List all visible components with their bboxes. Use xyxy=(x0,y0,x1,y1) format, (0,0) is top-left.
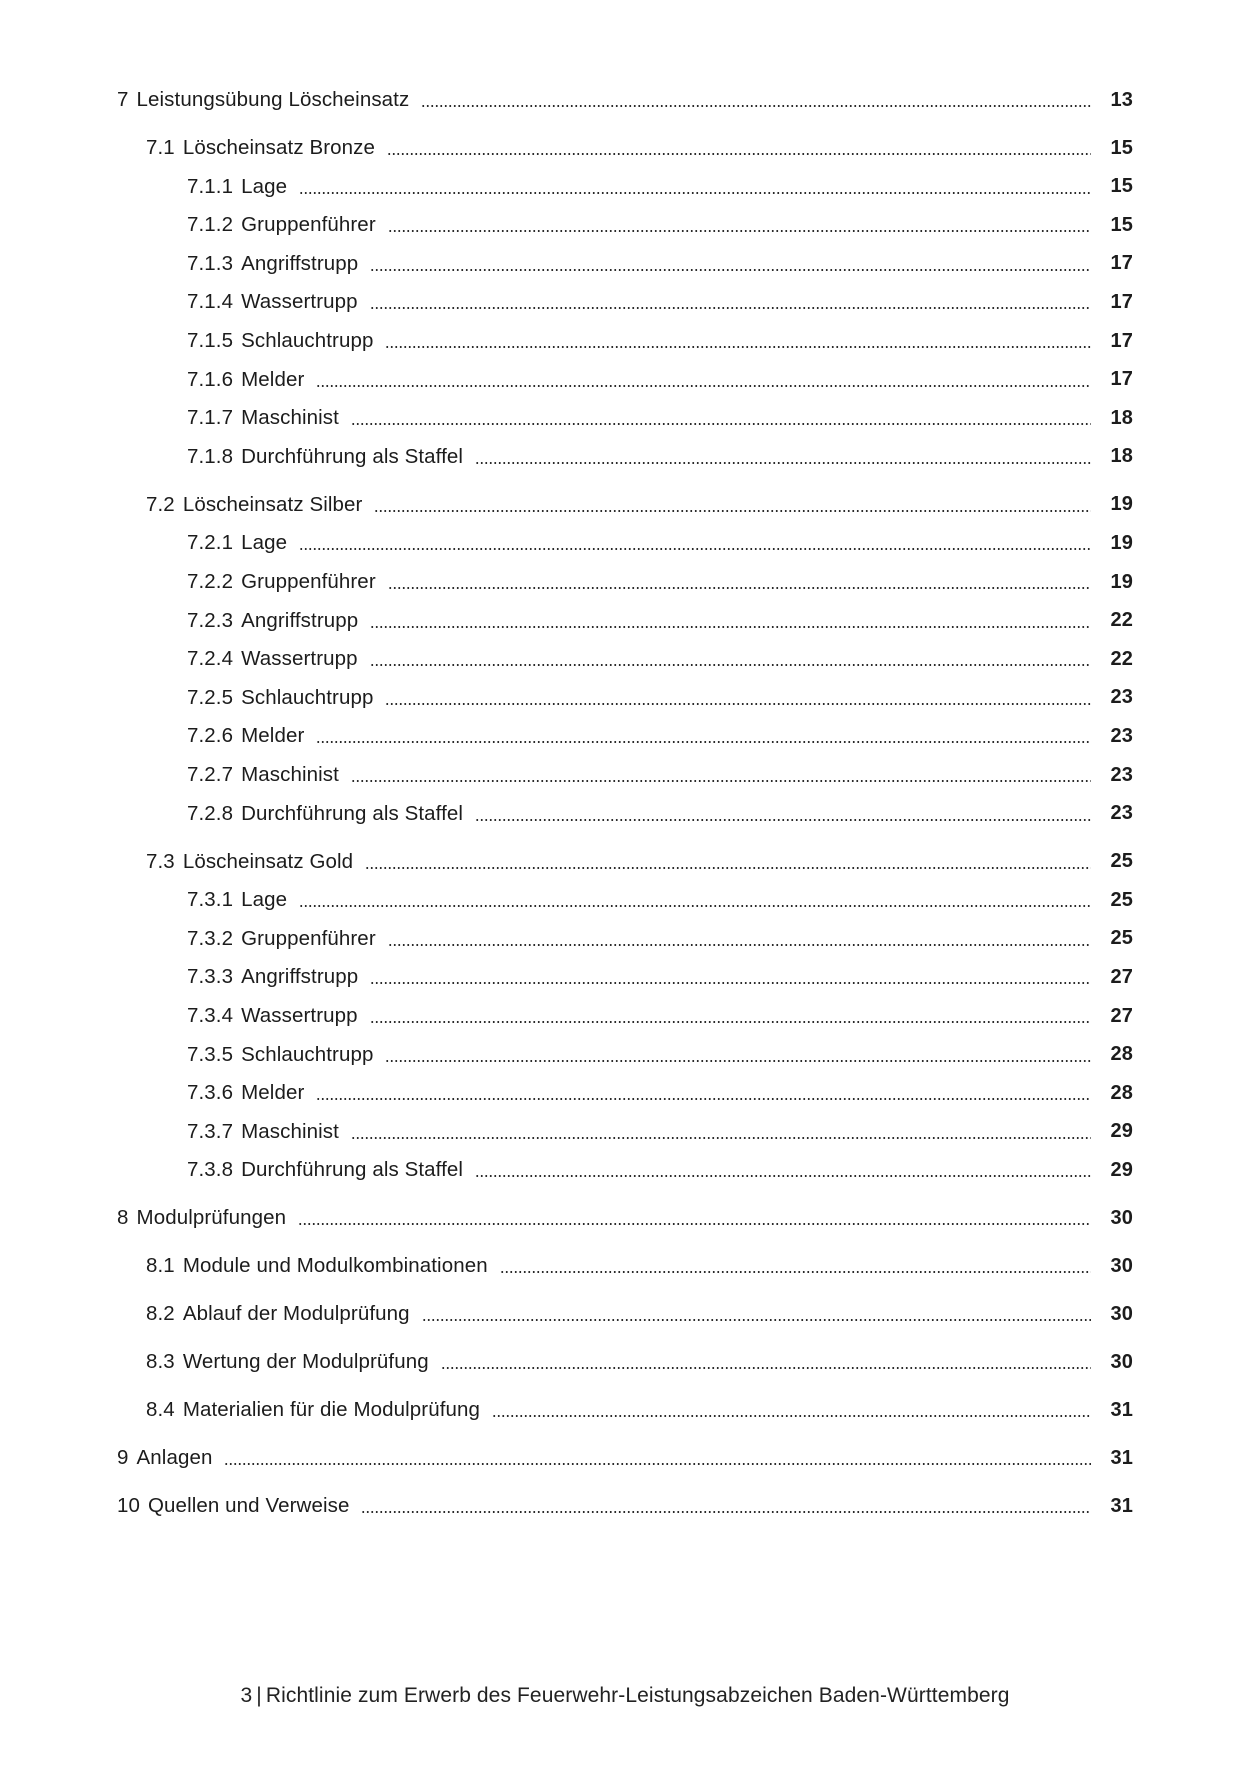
toc-entry-page: 18 xyxy=(1110,406,1133,429)
toc-entry-title: Durchführung als Staffel xyxy=(241,1158,464,1182)
dot-leader xyxy=(351,1117,1091,1147)
toc-entry[interactable] xyxy=(187,885,1133,915)
toc-entry-page: 23 xyxy=(1110,802,1133,825)
toc-entry-number: 8.4 xyxy=(146,1398,175,1422)
toc-entry[interactable] xyxy=(146,1395,1133,1425)
toc-entry-page: 15 xyxy=(1110,136,1133,159)
dot-leader xyxy=(388,924,1091,954)
dot-leader xyxy=(370,287,1091,317)
dot-leader xyxy=(388,567,1091,597)
toc-entry-title: Wassertrupp xyxy=(241,647,358,671)
toc-entry-title: Wassertrupp xyxy=(241,1004,358,1027)
toc-entry-page: 18 xyxy=(1110,445,1133,468)
dot-leader xyxy=(299,885,1091,915)
dot-leader xyxy=(500,1251,1091,1281)
toc-entry-title: Wertung der Modulprüfung xyxy=(182,1350,429,1374)
toc-entry[interactable] xyxy=(187,1040,1133,1070)
toc-entry-page: 22 xyxy=(1110,647,1133,670)
toc-entry-page: 25 xyxy=(1110,888,1133,911)
toc-entry-number: 7.3.4 xyxy=(187,1004,234,1027)
dot-leader xyxy=(316,1078,1091,1108)
toc-entry-page: 28 xyxy=(1110,1043,1133,1066)
toc-entry-title: Leistungsübung Löscheinsatz xyxy=(136,88,410,111)
dot-leader xyxy=(351,760,1091,790)
toc-entry-number: 7.2 xyxy=(146,492,175,516)
toc-entry-number: 10 xyxy=(117,1494,141,1518)
dot-leader xyxy=(374,490,1091,520)
toc-entry-title: Quellen und Verweise xyxy=(148,1494,350,1518)
toc-entry[interactable] xyxy=(187,683,1133,713)
dot-leader xyxy=(475,1155,1091,1185)
dot-leader xyxy=(475,442,1091,472)
toc-entry-title: Module und Modulkombinationen xyxy=(182,1254,488,1278)
toc-entry-title: Maschinist xyxy=(241,763,339,786)
toc-entry[interactable] xyxy=(187,721,1133,751)
toc-entry-title: Angriffstrupp xyxy=(241,608,359,632)
toc-entry[interactable] xyxy=(146,1347,1133,1377)
toc-entry-title: Melder xyxy=(241,1081,305,1105)
dot-leader xyxy=(370,644,1091,674)
toc-entry-page: 15 xyxy=(1110,213,1133,236)
toc-entry-page: 23 xyxy=(1110,763,1133,786)
toc-entry-page: 25 xyxy=(1110,850,1133,873)
dot-leader xyxy=(361,1491,1091,1521)
toc-entry-page: 17 xyxy=(1110,368,1133,391)
toc-entry-page: 17 xyxy=(1110,329,1133,352)
toc-entry-number: 7.2.3 xyxy=(187,608,234,632)
toc-entry-number: 7.3.6 xyxy=(187,1081,234,1105)
toc-entry-title: Löscheinsatz Gold xyxy=(182,849,354,873)
toc-entry[interactable] xyxy=(187,528,1133,558)
dot-leader xyxy=(387,133,1091,163)
toc-entry-number: 7.3.7 xyxy=(187,1119,234,1143)
dot-leader xyxy=(299,172,1091,202)
toc-entry[interactable] xyxy=(187,1001,1133,1031)
toc-entry[interactable] xyxy=(146,1299,1133,1329)
toc-entry-number: 7.1.2 xyxy=(187,213,234,237)
toc-entry-number: 7.2.8 xyxy=(187,801,234,825)
toc-entry-title: Lage xyxy=(241,174,288,198)
toc-entry[interactable] xyxy=(187,326,1133,356)
toc-entry-title: Gruppenführer xyxy=(241,570,376,593)
toc-entry-page: 25 xyxy=(1110,927,1133,950)
dot-leader xyxy=(422,1299,1091,1329)
toc-entry[interactable] xyxy=(187,1155,1133,1185)
toc-entry-title: Durchführung als Staffel xyxy=(241,444,464,468)
toc-entry-number: 7.1 xyxy=(146,136,175,159)
toc-entry-title: Schlauchtrupp xyxy=(241,329,374,352)
toc-entry-number: 8.1 xyxy=(146,1254,175,1278)
toc-entry-page: 30 xyxy=(1110,1350,1133,1373)
toc-entry-page: 30 xyxy=(1110,1254,1133,1277)
toc-entry-page: 19 xyxy=(1110,531,1133,554)
toc-entry-page: 31 xyxy=(1110,1494,1133,1517)
toc-entry-number: 7.3.2 xyxy=(187,926,234,950)
toc-entry-title: Gruppenführer xyxy=(241,213,376,237)
toc-entry-page: 17 xyxy=(1110,252,1133,275)
dot-leader xyxy=(385,683,1091,713)
dot-leader xyxy=(441,1347,1091,1377)
toc-entry-title: Anlagen xyxy=(136,1446,213,1470)
footer-page-number: 3 xyxy=(240,1684,253,1707)
toc-entry-page: 15 xyxy=(1110,175,1133,198)
toc-entry-number: 7.3.1 xyxy=(187,888,234,912)
toc-entry-page: 22 xyxy=(1110,609,1133,632)
toc-entry[interactable] xyxy=(146,490,1133,520)
toc-entry-title: Maschinist xyxy=(241,406,339,430)
toc-entry-title: Schlauchtrupp xyxy=(241,685,374,709)
toc-entry-page: 23 xyxy=(1110,686,1133,709)
toc-entry-number: 7.1.1 xyxy=(187,174,234,198)
toc-entry-number: 7.3.3 xyxy=(187,965,234,989)
dot-leader xyxy=(421,85,1091,115)
toc-entry-title: Löscheinsatz Silber xyxy=(182,492,363,516)
toc-entry-number: 7.2.7 xyxy=(187,763,234,786)
toc-entry[interactable] xyxy=(187,962,1133,992)
dot-leader xyxy=(370,249,1091,279)
toc-entry-page: 13 xyxy=(1110,88,1133,111)
toc-entry[interactable] xyxy=(187,210,1133,240)
toc-entry-title: Durchführung als Staffel xyxy=(241,801,464,825)
toc-entry-number: 7.1.6 xyxy=(187,367,234,391)
toc-entry-number: 7.3.8 xyxy=(187,1158,234,1182)
toc-entry-page: 30 xyxy=(1110,1302,1133,1325)
toc-entry-number: 8.3 xyxy=(146,1350,175,1374)
toc-entry-title: Löscheinsatz Bronze xyxy=(182,136,376,159)
toc-entry-number: 7.1.4 xyxy=(187,290,234,314)
dot-leader xyxy=(370,962,1091,992)
toc-entry[interactable] xyxy=(187,287,1133,317)
dot-leader xyxy=(475,799,1091,829)
toc-entry-page: 29 xyxy=(1110,1120,1133,1143)
toc-entry-page: 19 xyxy=(1110,493,1133,516)
toc-entry[interactable] xyxy=(187,403,1133,433)
toc-entry-number: 7.2.5 xyxy=(187,685,234,709)
toc-entry[interactable] xyxy=(187,924,1133,954)
toc-entry-title: Angriffstrupp xyxy=(241,251,359,275)
dot-leader xyxy=(385,1040,1091,1070)
toc-entry-number: 7.2.4 xyxy=(187,647,234,671)
footer-separator: | xyxy=(256,1684,262,1707)
toc-entry[interactable] xyxy=(187,249,1133,279)
toc-entry-title: Melder xyxy=(241,724,305,748)
toc-entry-title: Lage xyxy=(241,531,288,555)
toc-entry-number: 9 xyxy=(117,1446,129,1470)
toc-entry-title: Maschinist xyxy=(241,1119,339,1143)
toc-entry[interactable] xyxy=(187,1117,1133,1147)
dot-leader xyxy=(388,210,1091,240)
toc-entry-number: 7.1.3 xyxy=(187,251,234,275)
toc-entry[interactable] xyxy=(117,85,1133,115)
toc-entry-page: 19 xyxy=(1110,570,1133,593)
dot-leader xyxy=(299,528,1091,558)
toc-entry[interactable] xyxy=(146,847,1133,877)
toc-entry[interactable] xyxy=(146,1251,1133,1281)
dot-leader xyxy=(365,847,1091,877)
toc-entry-number: 7.3.5 xyxy=(187,1042,234,1066)
dot-leader xyxy=(316,721,1091,751)
dot-leader xyxy=(224,1443,1091,1473)
toc-entry[interactable] xyxy=(187,644,1133,674)
dot-leader xyxy=(351,403,1091,433)
toc-entry-title: Wassertrupp xyxy=(241,290,358,314)
dot-leader xyxy=(370,606,1091,636)
toc-entry-title: Ablauf der Modulprüfung xyxy=(182,1302,410,1326)
toc-entry-number: 7.1.7 xyxy=(187,406,234,430)
toc-entry-number: 8 xyxy=(117,1206,129,1230)
dot-leader xyxy=(298,1203,1091,1233)
toc-entry[interactable] xyxy=(187,365,1133,395)
toc-entry-number: 8.2 xyxy=(146,1302,175,1326)
toc-entry-title: Materialien für die Modulprüfung xyxy=(182,1398,481,1422)
toc-entry-number: 7.2.2 xyxy=(187,570,234,593)
toc-entry-number: 7.2.6 xyxy=(187,724,234,748)
toc-entry-page: 27 xyxy=(1110,1004,1133,1027)
toc-entry[interactable] xyxy=(117,1491,1133,1521)
dot-leader xyxy=(370,1001,1091,1031)
toc-entry[interactable] xyxy=(117,1203,1133,1233)
toc-entry-number: 7.1.5 xyxy=(187,329,234,352)
toc-entry-number: 7.1.8 xyxy=(187,444,234,468)
toc-entry[interactable] xyxy=(187,799,1133,829)
toc-entry-page: 29 xyxy=(1110,1158,1133,1181)
toc-entry-title: Schlauchtrupp xyxy=(241,1042,374,1066)
toc-entry-title: Melder xyxy=(241,367,305,391)
footer-document-title: Richtlinie zum Erwerb des Feuerwehr-Leistungsabzeichen Baden-Württemberg xyxy=(265,1684,1010,1707)
toc-entry-page: 28 xyxy=(1110,1081,1133,1104)
toc-entry-title: Angriffstrupp xyxy=(241,965,359,989)
page-footer xyxy=(0,1684,1250,1708)
toc-entry[interactable] xyxy=(117,1443,1133,1473)
toc-entry-title: Lage xyxy=(241,888,288,912)
toc-entry[interactable] xyxy=(146,133,1133,163)
toc-entry-title: Gruppenführer xyxy=(241,926,376,950)
dot-leader xyxy=(316,365,1091,395)
toc-entry-number: 7.3 xyxy=(146,849,175,873)
toc-entry[interactable] xyxy=(187,567,1133,597)
toc-entry[interactable] xyxy=(187,606,1133,636)
dot-leader xyxy=(385,326,1091,356)
toc-entry[interactable] xyxy=(187,760,1133,790)
toc-entry-number: 7 xyxy=(117,88,129,111)
toc-entry[interactable] xyxy=(187,172,1133,202)
toc-entry[interactable] xyxy=(187,1078,1133,1108)
toc-entry-page: 30 xyxy=(1110,1206,1133,1229)
toc-entry[interactable] xyxy=(187,442,1133,472)
dot-leader xyxy=(492,1395,1091,1425)
toc-entry-page: 17 xyxy=(1110,290,1133,313)
toc-entry-page: 27 xyxy=(1110,965,1133,988)
toc-entry-title: Modulprüfungen xyxy=(136,1206,287,1230)
toc-entry-page: 31 xyxy=(1110,1398,1133,1421)
toc-entry-page: 31 xyxy=(1110,1446,1133,1469)
toc-entry-number: 7.2.1 xyxy=(187,531,234,555)
toc-entry-page: 23 xyxy=(1110,724,1133,747)
